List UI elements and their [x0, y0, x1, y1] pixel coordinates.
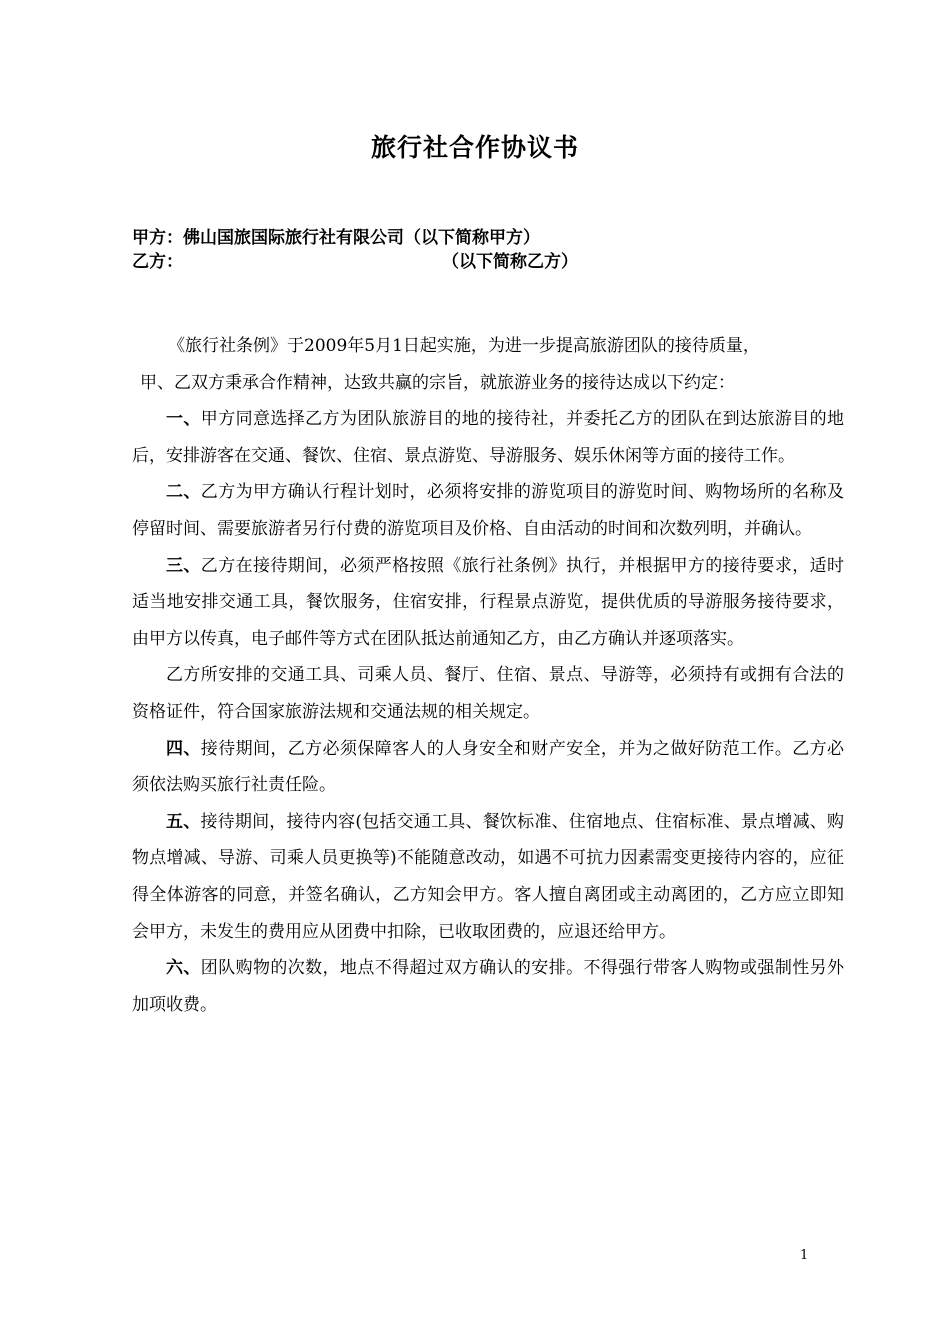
clause-6-number: 六、 [166, 958, 201, 979]
clause-3-supplement-text: 乙方所安排的交通工具、司乘人员、餐厅、住宿、景点、导游等，必须持有或拥有合法的资格证件，符合国家旅游法规和交通法规的相关规定。 [132, 665, 844, 722]
clause-3 [132, 548, 844, 658]
clause-3-supplement [132, 657, 844, 730]
clause-1-number: 一、 [166, 409, 201, 430]
clause-6-text: 团队购物的次数，地点不得超过双方确认的安排。不得强行带客人购物或强制性另外加项收费。 [132, 958, 845, 1015]
clause-4-text: 接待期间，乙方必须保障客人的人身安全和财产安全，并为之做好防范工作。乙方必须依法购买旅行社责任险。 [132, 738, 845, 796]
clause-5-number: 五、 [166, 811, 201, 832]
intro-line-2: 甲、乙双方秉承合作精神，达致共赢的宗旨，就旅游业务的接待达成以下约定： [140, 372, 735, 393]
clause-3-number: 三、 [166, 555, 201, 576]
party-b-label: 乙方： [132, 252, 183, 272]
clause-4 [132, 731, 844, 804]
clause-4-number: 四、 [166, 738, 201, 759]
party-b-note: （以下简称乙方） [442, 252, 578, 272]
party-a-line: 甲方：佛山国旅国际旅行社有限公司（以下简称甲方） [132, 228, 540, 248]
intro-line-1: 《旅行社条例》于2009年5月1日起实施，为进一步提高旅游团队的接待质量， [168, 336, 760, 356]
document-title: 旅行社合作协议书 [370, 133, 579, 162]
clause-1-text: 甲方同意选择乙方为团队旅游目的地的接待社，并委托乙方的团队在到达旅游目的地后，安排游客在交通、餐饮、住宿、景点游览、导游服务、娱乐休闲等方面的接待工作。 [132, 409, 845, 466]
clause-3-text: 乙方在接待期间，必须严格按照《旅行社条例》执行，并根据甲方的接待要求，适时适当地安排交通工具，餐饮服务，住宿安排，行程景点游览，提供优质的导游服务接待要求，由甲方以传真，电子邮件等方式在团队抵达前通知乙方，由乙方确认并逐项落实。 [132, 555, 845, 649]
clause-1 [132, 401, 844, 474]
clause-6 [132, 950, 844, 1023]
party-b-line [132, 250, 578, 274]
page-number: 1 [800, 1248, 809, 1263]
clause-2-number: 二、 [166, 482, 201, 503]
clause-2 [132, 474, 844, 547]
clause-5 [132, 804, 844, 950]
clause-5-text: 接待期间，接待内容(包括交通工具、餐饮标准、住宿地点、住宿标准、景点增减、购物点增减、导游、司乘人员更换等)不能随意改动，如遇不可抗力因素需变更接待内容的，应征得全体游客的同意，并签名确认，乙方知会甲方。客人擅自离团或主动离团的，乙方应立即知会甲方，未发生的费用应从团费中扣除，已收取团费的，应退还给甲方。 [132, 811, 844, 942]
clause-2-text: 乙方为甲方确认行程计划时，必须将安排的游览项目的游览时间、购物场所的名称及停留时间、需要旅游者另行付费的游览项目及价格、自由活动的时间和次数列明，并确认。 [132, 482, 845, 539]
agreement-body [132, 328, 844, 1023]
